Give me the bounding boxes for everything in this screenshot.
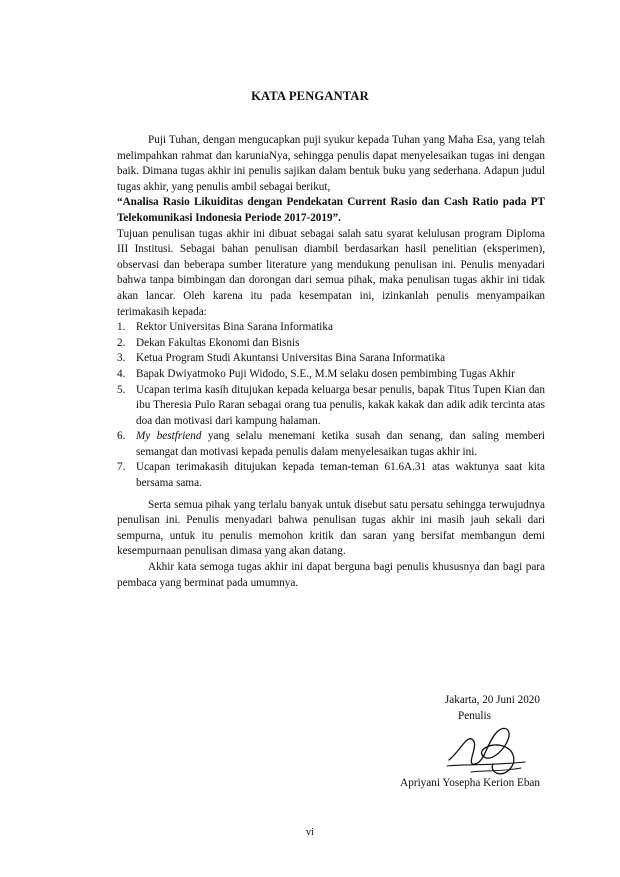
list-item: [117, 429, 545, 460]
list-number: 2.: [117, 336, 126, 349]
list-item: [117, 460, 545, 491]
list-item: [117, 336, 545, 352]
signature-block: [380, 693, 540, 724]
list-item-continuation: yang selalu menemani ketika susah dan senang, dan saling memberi semangat dan motivasi kepada penulis dalam menyelesaikan tugas akhir ini.: [136, 430, 546, 458]
list-item: [117, 367, 545, 383]
list-item-text: Rektor Universitas Bina Sarana Informatika: [136, 321, 333, 334]
list-item-italic-lead: My bestfriend: [136, 430, 202, 443]
closing-paragraph: Serta semua pihak yang terlalu banyak untuk disebut satu persatu sehingga terwujudnya penulisan ini. Penulis menyadari bahwa penulisan tugas akhir ini masih jauh sekali dari sempurna, untuk itu penulis memohon kritik dan saran yang bersifat membangun demi kesempurnaan penulisan dimasa yang akan datang.: [117, 498, 545, 558]
list-number: 3.: [117, 352, 126, 365]
list-number: 6.: [117, 430, 126, 443]
list-item: [117, 320, 545, 336]
list-item-text: Dekan Fakultas Ekonomi dan Bisnis: [136, 336, 300, 349]
list-number: 5.: [117, 383, 126, 396]
thesis-title: “Analisa Rasio Likuiditas dengan Pendekatan Current Rasio dan Cash Ratio pada PT Telekomunikasi Indonesia Periode 2017-2019”.: [117, 196, 545, 224]
preface-body: [117, 133, 545, 591]
list-item: [117, 383, 545, 430]
list-number: 7.: [117, 461, 126, 474]
final-paragraph: Akhir kata semoga tugas akhir ini dapat berguna bagi penulis khususnya dan bagi para pembaca yang berminat pada umumnya.: [117, 561, 545, 589]
page-title: KATA PENGANTAR: [251, 89, 369, 103]
list-item: [117, 351, 545, 367]
list-item-text: Ucapan terimakasih ditujukan kepada teman-teman 61.6A.31 atas waktunya saat kita bersama sama.: [136, 461, 545, 490]
page-number: vi: [305, 827, 315, 838]
list-item-text: Ucapan terima kasih ditujukan kepada keluarga besar penulis, bapak Titus Tupen Kian dan ibu Theresia Pulo Raran sebagai orang tua penulis, kakak kakak dan adik adik tercinta atas doa dan motivasi dari kampung halaman.: [136, 383, 545, 427]
place-date: Jakarta, 20 Juni 2020: [444, 694, 540, 706]
list-number: 1.: [117, 321, 126, 334]
signer-role: Penulis: [458, 709, 491, 722]
list-item-text: [136, 429, 545, 460]
list-item-text: Ketua Program Studi Akuntansi Universitas Bina Sarana Informatika: [136, 352, 446, 365]
opening-paragraph: Puji Tuhan, dengan mengucapkan puji syukur kepada Tuhan yang Maha Esa, yang telah melimpahkan rahmat dan karuniaNya, sehingga penulis dapat menyelesaikan tugas ini dengan baik. Dimana tugas akhir ini penulis sajikan dalam bentuk buku yang sederhana. Adapun judul tugas akhir, yang penulis ambil sebagai berikut,: [117, 134, 545, 193]
purpose-paragraph: Tujuan penulisan tugas akhir ini dibuat sebagai salah satu syarat kelulusan program Diploma III Institusi. Sebagai bahan penulisan diambil berdasarkan hasil penelitian (eksperimen), observasi dan beberapa sumber literature yang mendukung penulisan ini. Penulis menyadari bahwa tanpa bimbingan dan dorongan dari semua pihak, maka penulisan tugas akhir ini tidak akan lancar. Oleh karena itu pada kesempatan ini, izinkanlah penulis menyampaikan terimakasih kepada:: [117, 227, 545, 318]
list-number: 4.: [117, 367, 126, 380]
handwritten-signature: [445, 722, 527, 780]
acknowledgement-list: [117, 320, 545, 492]
signer-name: Apriyani Yosepha Kerion Eban: [400, 777, 540, 789]
list-item-text: Bapak Dwiyatmoko Puji Widodo, S.E., M.M selaku dosen pembimbing Tugas Akhir: [136, 367, 515, 380]
